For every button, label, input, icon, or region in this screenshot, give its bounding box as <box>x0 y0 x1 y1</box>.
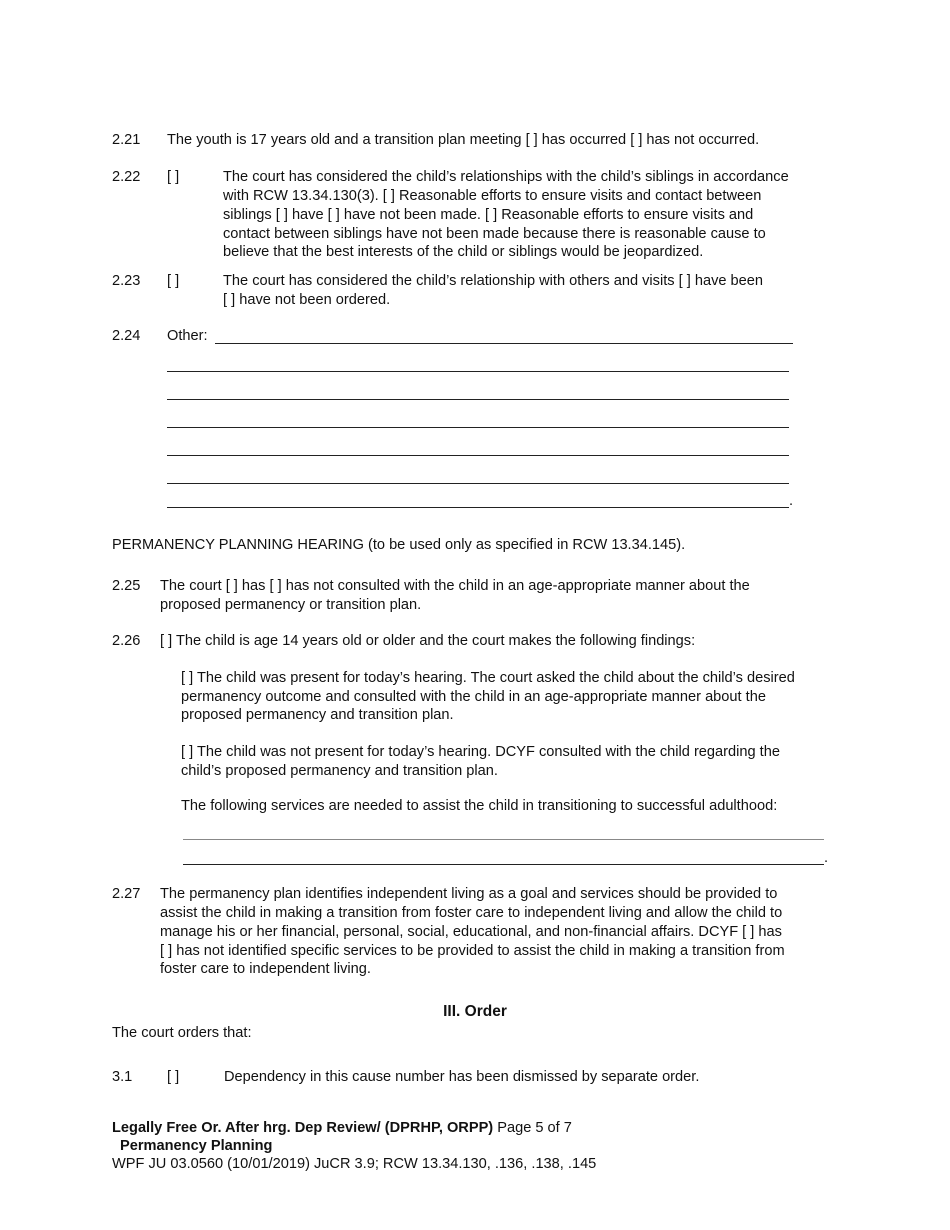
permanency-heading: PERMANENCY PLANNING HEARING (to be used only as specified in RCW 13.34.145). <box>112 537 686 553</box>
checkbox-bracket[interactable]: [ ] <box>167 273 180 289</box>
services-input-line[interactable] <box>183 864 824 865</box>
other-input-line[interactable] <box>215 343 793 344</box>
end-period: . <box>824 850 829 866</box>
paragraph-line: [ ] The child was not present for today’s hearing. DCYF consulted with the child regarding the <box>181 744 780 760</box>
section-2-21-text: The youth is 17 years old and a transition plan meeting [ ] has occurred [ ] has not occurred. <box>167 132 760 148</box>
paragraph-line: manage his or her financial, personal, social, educational, and non-financial affairs. DCYF [ ] has <box>160 924 782 940</box>
section-number: 2.22 <box>112 169 141 185</box>
services-input-line[interactable] <box>183 839 824 840</box>
paragraph-line: The court has considered the child’s relationship with others and visits [ ] have been <box>223 273 764 289</box>
section-number: 2.25 <box>112 578 141 594</box>
section-number: 2.21 <box>112 132 141 148</box>
paragraph-line: with RCW 13.34.130(3). [ ] Reasonable efforts to ensure visits and contact between <box>223 188 762 204</box>
checkbox-bracket[interactable]: [ ] <box>167 169 180 185</box>
section-2-26-intro: [ ] The child is age 14 years old or older and the court makes the following findings: <box>160 633 696 649</box>
other-input-line[interactable] <box>167 483 789 484</box>
other-input-line[interactable] <box>167 507 789 508</box>
end-period: . <box>789 493 794 509</box>
paragraph-line: foster care to independent living. <box>160 961 371 977</box>
paragraph-line: assist the child in making a transition from foster care to independent living and allow the child to <box>160 905 783 921</box>
paragraph-line: [ ] The child was present for today’s hearing. The court asked the child about the child’s desired <box>181 670 795 686</box>
services-text: The following services are needed to assist the child in transitioning to successful adulthood: <box>181 798 778 814</box>
paragraph-line: proposed permanency or transition plan. <box>160 597 422 613</box>
paragraph-line: siblings [ ] have [ ] have not been made. [ ] Reasonable efforts to ensure visits and <box>223 207 754 223</box>
section-number: 2.27 <box>112 886 141 902</box>
order-heading: III. Order <box>443 1003 507 1020</box>
paragraph-line: permanency outcome and consulted with the child in an age-appropriate manner about the <box>181 689 766 705</box>
page-number: Page 5 of 7 <box>497 1120 572 1136</box>
section-number: 3.1 <box>112 1069 133 1085</box>
section-number: 2.26 <box>112 633 141 649</box>
other-input-line[interactable] <box>167 399 789 400</box>
other-input-line[interactable] <box>167 455 789 456</box>
section-3-1-text: Dependency in this cause number has been dismissed by separate order. <box>224 1069 700 1085</box>
other-input-line[interactable] <box>167 371 789 372</box>
paragraph-line: The court has considered the child’s relationships with the child’s siblings in accordance <box>223 169 789 185</box>
form-title: Legally Free Or. After hrg. Dep Review/ (DPRHP, ORPP) <box>112 1120 494 1136</box>
paragraph-line: The court [ ] has [ ] has not consulted with the child in an age-appropriate manner about the <box>160 578 750 594</box>
form-subtitle: Permanency Planning <box>120 1138 273 1154</box>
paragraph-line: [ ] have not been ordered. <box>223 292 391 308</box>
paragraph-line: contact between siblings have not been made because there is reasonable cause to <box>223 226 766 242</box>
footer-line-1 <box>112 1119 572 1138</box>
paragraph-line: [ ] has not identified specific services to be provided to assist the child in making a transition from <box>160 943 785 959</box>
section-number: 2.23 <box>112 273 141 289</box>
paragraph-line: believe that the best interests of the child or siblings would be jeopardized. <box>223 244 704 260</box>
other-label: Other: <box>167 328 208 344</box>
order-intro: The court orders that: <box>112 1025 252 1041</box>
section-number: 2.24 <box>112 328 141 344</box>
form-citation: WPF JU 03.0560 (10/01/2019) JuCR 3.9; RCW 13.34.130, .136, .138, .145 <box>112 1156 597 1172</box>
other-input-line[interactable] <box>167 427 789 428</box>
paragraph-line: child’s proposed permanency and transition plan. <box>181 763 498 779</box>
checkbox-bracket[interactable]: [ ] <box>167 1069 180 1085</box>
paragraph-line: The permanency plan identifies independent living as a goal and services should be provided to <box>160 886 778 902</box>
paragraph-line: proposed permanency and transition plan. <box>181 707 454 723</box>
